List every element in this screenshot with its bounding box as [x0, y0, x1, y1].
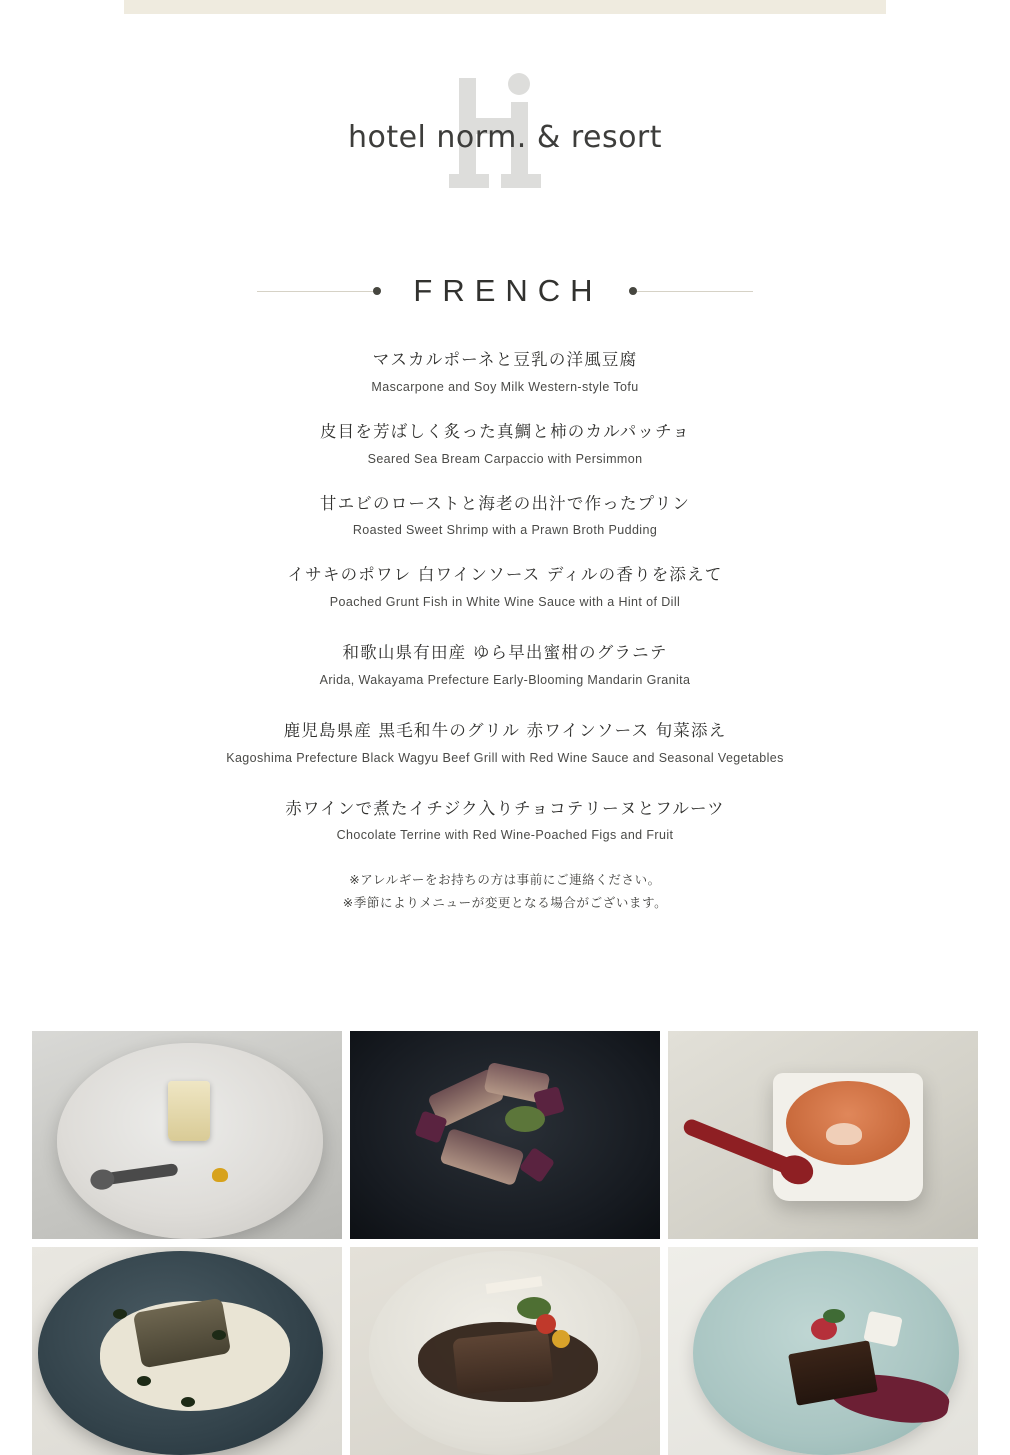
dish-name-ja: 甘エビのローストと海老の出汁で作ったプリン [319, 493, 691, 513]
beet-garnish [518, 1147, 554, 1183]
dish-name-en: Mascarpone and Soy Milk Western-style Tofu [371, 379, 639, 394]
dish-name-ja: 赤ワインで煮たイチジク入りチョコテリーヌとフルーツ [285, 798, 725, 818]
dish-photo-sea-bream-carpaccio [350, 1031, 660, 1239]
verrine-glass [168, 1081, 210, 1141]
dish-name-en: Seared Sea Bream Carpaccio with Persimmon [367, 451, 643, 466]
heading-dot-left-icon [373, 287, 381, 295]
note-allergy: ※アレルギーをお持ちの方は事前にご連絡ください。 [349, 872, 661, 888]
menu-item [0, 797, 1010, 843]
oil-drop [212, 1330, 226, 1340]
page-title: FRENCH [413, 273, 603, 308]
dish-photo-chocolate-terrine [668, 1247, 978, 1455]
dish-photo-poached-grunt-fish [32, 1247, 342, 1455]
white-tuile [864, 1310, 903, 1346]
menu-item [0, 348, 1010, 394]
vegetable-garnish [552, 1330, 570, 1348]
dish-photo-tofu-verrine [32, 1031, 342, 1239]
plate-shape [57, 1043, 324, 1239]
dish-name-en: Chocolate Terrine with Red Wine-Poached Figs and Fruit [336, 828, 674, 843]
menu-item [0, 641, 1010, 687]
heading-dot-right-icon [629, 287, 637, 295]
menu-item [0, 563, 1010, 609]
dish-photo-wagyu-grill [350, 1247, 660, 1455]
brand-logo [0, 62, 1010, 212]
fish-slice [439, 1128, 524, 1186]
dish-photo-shrimp-broth-pudding [668, 1031, 978, 1239]
vegetable-garnish [536, 1314, 556, 1334]
herb-garnish [505, 1106, 545, 1132]
brand-logo-text: hotel norm. & resort [347, 120, 663, 155]
garnish-shape [212, 1168, 228, 1182]
menu-notes [0, 868, 1010, 914]
dish-name-en: Arida, Wakayama Prefecture Early-Blooming Mandarin Granita [319, 672, 691, 687]
dish-name-ja: マスカルポーネと豆乳の洋風豆腐 [372, 350, 638, 369]
note-seasonal-change: ※季節によりメニューが変更となる場合がございます。 [342, 895, 668, 911]
dish-name-en: Kagoshima Prefecture Black Wagyu Beef Grill with Red Wine Sauce and Seasonal Vegetables [226, 750, 784, 765]
dish-name-ja: 鹿児島県産 黒毛和牛のグリル 赤ワインソース 旬菜添え [283, 720, 727, 740]
oil-drop [181, 1397, 195, 1407]
menu-item [0, 420, 1010, 466]
menu-item [0, 719, 1010, 765]
dish-photo-gallery [32, 1031, 978, 1455]
dish-name-en: Poached Grunt Fish in White Wine Sauce with a Hint of Dill [329, 595, 681, 609]
dish-name-ja: 和歌山県有田産 ゆら早出蜜柑のグラニテ [342, 643, 668, 662]
section-heading [0, 268, 1010, 314]
menu-item [0, 492, 1010, 538]
shrimp-garnish [826, 1123, 862, 1145]
wagyu-slice [453, 1329, 554, 1395]
dish-name-en: Roasted Sweet Shrimp with a Prawn Broth Pudding [352, 523, 658, 538]
dish-name-ja: イサキのポワレ 白ワインソース ディルの香りを添えて [287, 565, 723, 585]
dish-name-ja: 皮目を芳ばしく炙った真鯛と柿のカルパッチョ [319, 421, 691, 441]
menu-list [0, 348, 1010, 842]
